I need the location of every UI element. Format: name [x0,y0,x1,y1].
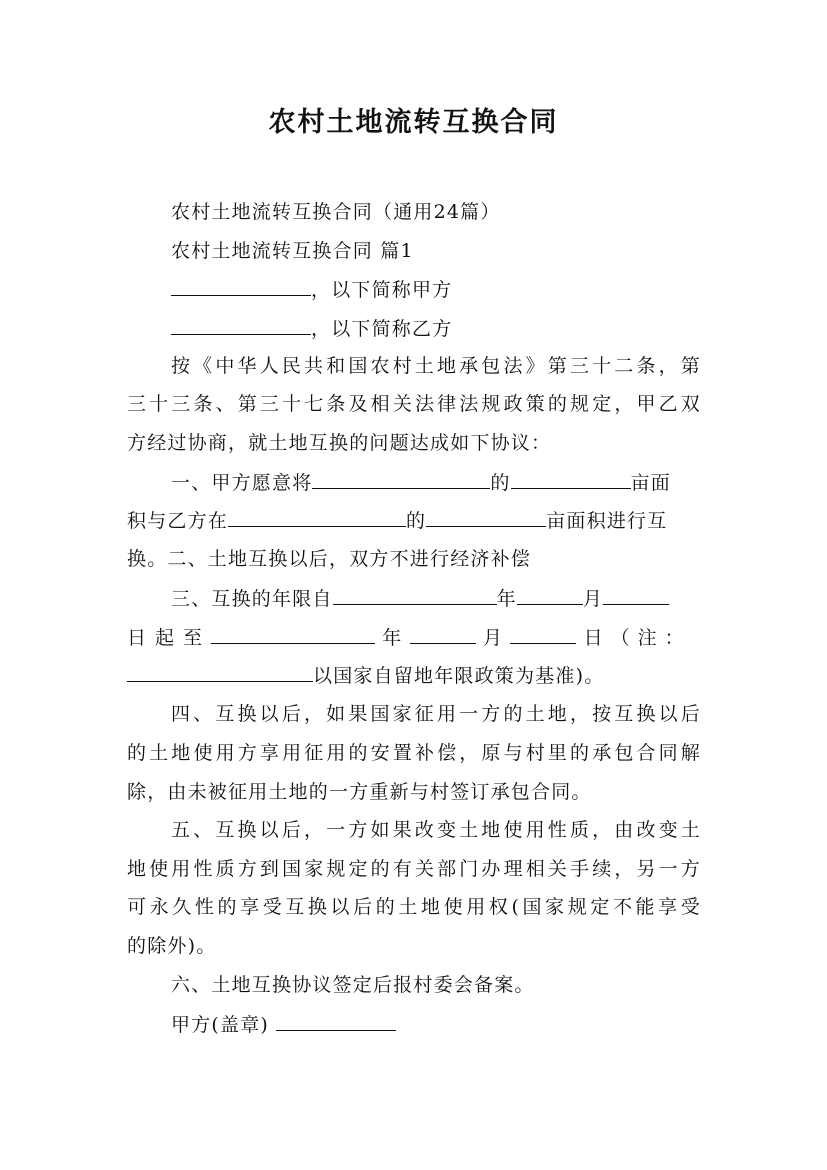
para-5-line-1: 五、互换以后，一方如果改变土地使用性质，由改变土 [171,819,701,841]
party-a-label: ，以下简称甲方 [311,279,453,301]
party-b-line [171,316,452,341]
blank-field [510,625,576,644]
para-3-line-3: 以国家自留地年限政策为基准)。 [127,663,701,688]
para-3-line-1: 三、互换的年限自 年 月 [171,586,669,611]
para-4-line-2: 的土地使用方享用征用的安置补偿，原与村里的承包合同解 [127,742,701,764]
signature-blank [276,1012,396,1031]
blank-field [517,586,583,605]
blank-field [603,586,669,605]
party-a-line [171,277,452,302]
para-5-line-4: 的除外)。 [127,935,217,957]
party-a-blank [171,277,311,296]
para-1-line-2: 三十三条、第三十七条及相关法律法规政策的规定，甲乙双 [127,393,701,415]
blank-field [426,508,546,527]
signature-line [171,1012,396,1037]
blank-field [228,508,406,527]
para-2-line-1: 一、甲方愿意将 的 亩面 [171,472,672,494]
blank-field [333,586,497,605]
blank-field [312,470,490,489]
blank-field [127,663,313,682]
party-b-blank [171,316,311,335]
para-1-line-3: 方经过协商，就土地互换的问题达成如下协议： [127,432,552,454]
para-5-line-3: 可永久性的享受互换以后的土地使用权(国家规定不能享受 [127,896,701,918]
blank-field [511,470,631,489]
blank-field [410,625,476,644]
party-b-label: ，以下简称乙方 [311,318,453,340]
para-3-line-2: 日起至 年 月 日（注： [127,627,692,649]
para-4-line-3: 除，由未被征用土地的一方重新与村签订承包合同。 [127,781,592,803]
blank-field [211,625,375,644]
para-6-line-1: 六、土地互换协议签定后报村委会备案。 [171,974,535,996]
para-4-line-1: 四、互换以后，如果国家征用一方的土地，按互换以后 [171,703,701,725]
party-a-seal-label: 甲方(盖章) [171,1014,270,1036]
subtitle-line: 农村土地流转互换合同（通用24篇） [171,201,501,223]
para-2-line-3: 换。二、土地互换以后，双方不进行经济补偿 [127,548,532,570]
article-heading: 农村土地流转互换合同 篇1 [171,240,414,262]
para-2-line-2: 积与乙方在 的 亩面积进行互 [127,510,668,532]
para-5-line-2: 地使用性质方到国家规定的有关部门办理相关手续，另一方 [127,858,701,880]
para-1-line-1: 按《中华人民共和国农村土地承包法》第三十二条，第 [171,355,701,377]
document-title: 农村土地流转互换合同 [268,107,559,138]
